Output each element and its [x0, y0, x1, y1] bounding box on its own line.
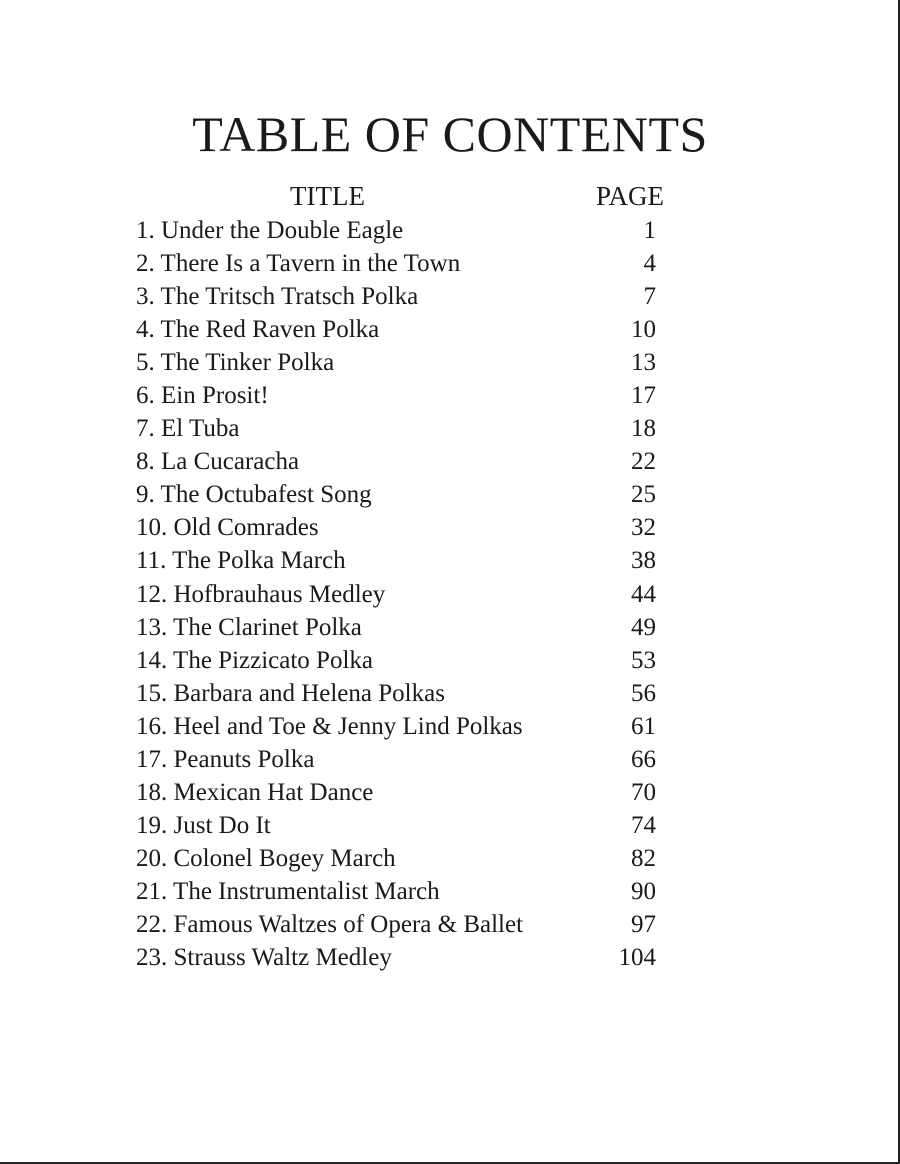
toc-entry [136, 908, 656, 941]
toc-entry-page: 13 [631, 349, 656, 377]
toc-entry-title: 18. Mexican Hat Dance [136, 778, 374, 806]
toc-entry [136, 445, 656, 478]
toc-entry-title: 11. The Polka March [136, 547, 346, 575]
toc-entry [136, 710, 656, 743]
toc-entry [136, 247, 656, 280]
toc-entry-title: 7. El Tuba [136, 415, 240, 443]
toc-entry [136, 214, 656, 247]
toc-entry-page: 32 [631, 514, 656, 542]
toc-entry-page: 66 [631, 745, 656, 773]
toc-entry-page: 82 [631, 844, 656, 872]
toc-entry-title: 23. Strauss Waltz Medley [136, 944, 392, 972]
toc-entry-title: 12. Hofbrauhaus Medley [136, 580, 386, 608]
toc-entry [136, 611, 656, 644]
toc-entry [136, 578, 656, 611]
toc-entry-page: 61 [631, 712, 656, 740]
toc-entry-page: 49 [631, 613, 656, 641]
column-header-page: PAGE [596, 181, 665, 211]
toc-entry-page: 70 [631, 778, 656, 806]
toc-entry-title: 5. The Tinker Polka [136, 349, 335, 377]
toc-entry [136, 842, 656, 875]
toc-entry-title: 6. Ein Prosit! [136, 382, 269, 410]
toc-entry-page: 10 [631, 316, 656, 344]
toc-entry-page: 90 [631, 877, 656, 905]
toc-entry-title: 14. The Pizzicato Polka [136, 646, 373, 674]
toc-entry [136, 544, 656, 577]
toc-entry-title: 9. The Octubafest Song [136, 481, 372, 509]
toc-entry-page: 17 [631, 382, 656, 410]
toc-entry-title: 22. Famous Waltzes of Opera & Ballet [136, 910, 524, 938]
column-header-title: TITLE [290, 181, 365, 211]
toc-entry-title: 19. Just Do It [136, 811, 271, 839]
toc-entry-page: 7 [643, 283, 656, 311]
toc-entry-title: 3. The Tritsch Tratsch Polka [136, 283, 419, 311]
toc-entry-page: 22 [631, 448, 656, 476]
toc-entry-page: 25 [631, 481, 656, 509]
toc-entry-title: 4. The Red Raven Polka [136, 316, 380, 344]
toc-entry-page: 4 [643, 250, 656, 278]
toc-entry-title: 1. Under the Double Eagle [136, 217, 404, 244]
toc-entry-page: 74 [631, 811, 656, 839]
toc-entry-page: 38 [631, 547, 656, 575]
toc-entry-page: 56 [631, 679, 656, 707]
toc-entry [136, 412, 656, 445]
toc-entry [136, 875, 656, 908]
toc-entry [136, 379, 656, 412]
toc-entry-page: 44 [631, 580, 656, 608]
toc-entry-title: 2. There Is a Tavern in the Town [136, 250, 461, 278]
toc-entry-title: 20. Colonel Bogey March [136, 844, 396, 872]
toc-entry-title: 10. Old Comrades [136, 514, 319, 542]
toc-entry-title: 16. Heel and Toe & Jenny Lind Polkas [136, 712, 523, 740]
toc-entry [136, 280, 656, 313]
toc-entry-page: 1 [643, 217, 656, 244]
toc-entry [136, 776, 656, 809]
toc-entry [136, 743, 656, 776]
toc-entry [136, 478, 656, 511]
toc-entry-page: 104 [618, 944, 656, 972]
toc-entry [136, 809, 656, 842]
toc-entry-title: 8. La Cucaracha [136, 448, 300, 476]
toc-list [136, 214, 656, 974]
toc-entry [136, 941, 656, 974]
toc-entry-page: 18 [631, 415, 656, 443]
toc-entry [136, 346, 656, 379]
toc-entry-page: 97 [631, 910, 656, 938]
toc-entry [136, 677, 656, 710]
toc-entry-title: 17. Peanuts Polka [136, 745, 315, 773]
toc-entry [136, 313, 656, 346]
toc-entry-title: 13. The Clarinet Polka [136, 613, 362, 641]
page-title: TABLE OF CONTENTS [192, 106, 708, 162]
toc-entry-title: 15. Barbara and Helena Polkas [136, 679, 445, 707]
toc-entry [136, 644, 656, 677]
toc-entry [136, 511, 656, 544]
toc-entry-page: 53 [631, 646, 656, 674]
toc-entry-title: 21. The Instrumentalist March [136, 877, 440, 905]
